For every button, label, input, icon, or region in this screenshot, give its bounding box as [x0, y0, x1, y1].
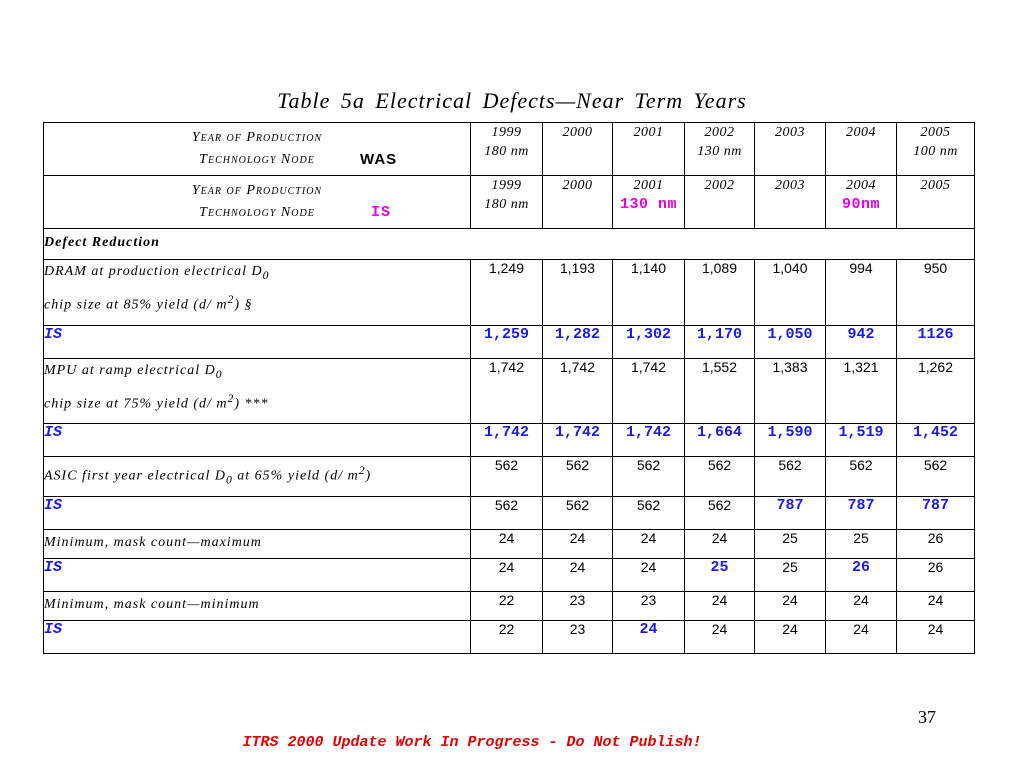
asic-value: 562: [543, 457, 613, 497]
mpu-is-value: 1,742: [471, 424, 543, 457]
mpu-value: 1,262: [897, 359, 975, 424]
is-year-cell: 2002: [685, 176, 755, 229]
dram-is-value: 1,282: [543, 326, 613, 359]
table-row-mask-min-is: [44, 621, 975, 654]
dram-value: 1,193: [543, 260, 613, 326]
asic-value: 562: [897, 457, 975, 497]
table-row-mask-min: [44, 592, 975, 621]
asic-is-value: 562: [613, 497, 685, 530]
is-row-label: IS: [44, 621, 471, 654]
table-row-mpu-is: [44, 424, 975, 457]
dram-is-value: 942: [826, 326, 897, 359]
mask-max-value: 25: [755, 530, 826, 559]
header-label-was: [44, 123, 471, 176]
table-row-asic: [44, 457, 975, 497]
mask-min-is-value: 24: [685, 621, 755, 654]
mask-max-is-value: 24: [543, 559, 613, 592]
is-year-cell: 2005: [897, 176, 975, 229]
was-year-cell: 2003: [755, 123, 826, 176]
table-row-dram-is: [44, 326, 975, 359]
table-row-dram: [44, 260, 975, 326]
page-number: 37: [918, 707, 936, 727]
mpu-value: 1,383: [755, 359, 826, 424]
section-row: [44, 229, 975, 260]
mpu-is-value: 1,452: [897, 424, 975, 457]
mask-max-is-value: 25: [755, 559, 826, 592]
asic-is-value: 787: [755, 497, 826, 530]
row-label-mask-min: Minimum, mask count—minimum: [44, 592, 471, 621]
mpu-value: 1,742: [471, 359, 543, 424]
mpu-value: 1,552: [685, 359, 755, 424]
row-label-asic: ASIC first year electrical $D_0$ at 65% yield (d/ $m^2$): [44, 457, 471, 497]
table-row-asic-is: [44, 497, 975, 530]
is-year-cell: 2003: [755, 176, 826, 229]
header-row-is: [44, 176, 975, 229]
dram-is-value: 1,170: [685, 326, 755, 359]
is-tag: IS: [371, 204, 392, 221]
asic-is-value: 787: [897, 497, 975, 530]
asic-value: 562: [826, 457, 897, 497]
dram-value: 1,249: [471, 260, 543, 326]
dram-value: 1,040: [755, 260, 826, 326]
dram-is-value: 1126: [897, 326, 975, 359]
mask-min-value: 23: [613, 592, 685, 621]
mask-min-value: 24: [897, 592, 975, 621]
row-label-dram: DRAM at production electrical $D_0$ chip size at 85% yield (d/ $m^2$) §: [44, 260, 471, 326]
was-year-cell: 2005 100 nm: [897, 123, 975, 176]
asic-value: 562: [613, 457, 685, 497]
mask-min-value: 23: [543, 592, 613, 621]
mask-min-is-value: 24: [897, 621, 975, 654]
year-of-production-label: Year of Production: [191, 183, 323, 198]
mpu-value: 1,742: [543, 359, 613, 424]
dram-is-value: 1,050: [755, 326, 826, 359]
technology-node-label: Technology Node: [199, 152, 315, 167]
was-tag: WAS: [360, 151, 398, 168]
asic-is-value: 562: [471, 497, 543, 530]
mask-min-is-value: 24: [755, 621, 826, 654]
technology-node-label: Technology Node: [199, 205, 315, 220]
mask-max-is-value: 24: [471, 559, 543, 592]
mask-max-value: 24: [685, 530, 755, 559]
asic-value: 562: [685, 457, 755, 497]
was-year-cell: 2000: [543, 123, 613, 176]
dram-value: 950: [897, 260, 975, 326]
asic-is-value: 562: [543, 497, 613, 530]
is-row-label: IS: [44, 424, 471, 457]
mask-max-value: 24: [471, 530, 543, 559]
year-of-production-label: Year of Production: [191, 130, 323, 145]
mask-max-is-value: 24: [613, 559, 685, 592]
mask-min-value: 22: [471, 592, 543, 621]
mpu-is-value: 1,590: [755, 424, 826, 457]
mask-max-value: 26: [897, 530, 975, 559]
is-year-cell: 2004 90nm: [826, 176, 897, 229]
mask-min-value: 24: [755, 592, 826, 621]
dram-value: 1,140: [613, 260, 685, 326]
was-year-cell: 2004: [826, 123, 897, 176]
mask-min-is-value: 24: [613, 621, 685, 654]
was-year-cell: 1999 180 nm: [471, 123, 543, 176]
header-row-was: [44, 123, 975, 176]
asic-is-value: 562: [685, 497, 755, 530]
row-label-mask-max: Minimum, mask count—maximum: [44, 530, 471, 559]
table-row-mask-max: [44, 530, 975, 559]
mpu-is-value: 1,742: [613, 424, 685, 457]
dram-is-value: 1,259: [471, 326, 543, 359]
mask-max-value: 24: [613, 530, 685, 559]
mpu-value: 1,742: [613, 359, 685, 424]
table-row-mpu: [44, 359, 975, 424]
mask-max-is-value: 26: [897, 559, 975, 592]
is-row-label: IS: [44, 497, 471, 530]
header-label-is: [44, 176, 471, 229]
mask-min-is-value: 24: [826, 621, 897, 654]
mpu-is-value: 1,742: [543, 424, 613, 457]
is-year-cell: 2000: [543, 176, 613, 229]
mask-max-is-value: 26: [826, 559, 897, 592]
asic-value: 562: [471, 457, 543, 497]
mask-min-is-value: 22: [471, 621, 543, 654]
footer-note: ITRS 2000 Update Work In Progress - Do Not Publish!: [242, 734, 702, 751]
was-year-cell: 2001: [613, 123, 685, 176]
asic-value: 562: [755, 457, 826, 497]
mask-min-value: 24: [685, 592, 755, 621]
mask-max-is-value: 25: [685, 559, 755, 592]
row-label-mpu: MPU at ramp electrical $D_0$ chip size at 75% yield (d/ $m^2$) ***: [44, 359, 471, 424]
mpu-is-value: 1,519: [826, 424, 897, 457]
section-title: Defect Reduction: [44, 229, 975, 260]
was-year-cell: 2002 130 nm: [685, 123, 755, 176]
mpu-value: 1,321: [826, 359, 897, 424]
dram-value: 1,089: [685, 260, 755, 326]
dram-value: 994: [826, 260, 897, 326]
mask-min-value: 24: [826, 592, 897, 621]
is-year-cell: 1999 180 nm: [471, 176, 543, 229]
table-row-mask-max-is: [44, 559, 975, 592]
defects-table: [43, 122, 975, 654]
mask-min-is-value: 23: [543, 621, 613, 654]
dram-is-value: 1,302: [613, 326, 685, 359]
mpu-is-value: 1,664: [685, 424, 755, 457]
is-row-label: IS: [44, 559, 471, 592]
mask-max-value: 24: [543, 530, 613, 559]
mask-max-value: 25: [826, 530, 897, 559]
is-row-label: IS: [44, 326, 471, 359]
table-title: Table 5a Electrical Defects—Near Term Years: [277, 88, 747, 113]
asic-is-value: 787: [826, 497, 897, 530]
is-year-cell: 2001 130 nm: [613, 176, 685, 229]
